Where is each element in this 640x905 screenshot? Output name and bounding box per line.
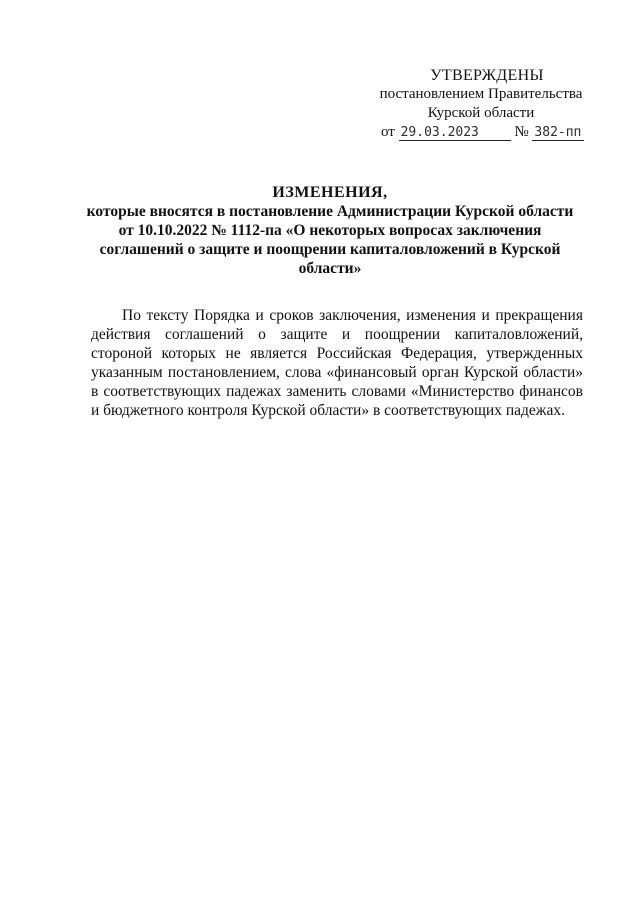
- body-paragraph: По тексту Порядка и сроков заключения, изменения и прекращения действия соглашений о защите и поощрении капиталовложений, стороной которых не является Российская Федерация, утвержденных указанным постановлением, слова «финансовый орган Курской области» в соответствующих падежах заменить словами «Министерство финансов и бюджетного контроля Курской области» в соответствующих падежах.: [91, 307, 583, 419]
- date-prefix: от: [381, 124, 395, 140]
- heading-line-1: которые вносятся в постановление Администрации Курской области: [86, 203, 574, 220]
- approval-line-1: постановлением Правительства: [379, 86, 583, 102]
- heading-title: ИЗМЕНЕНИЯ,: [272, 184, 388, 201]
- approval-date-line: [365, 123, 597, 142]
- approval-number: 382-пп: [532, 125, 584, 141]
- heading-line-3: соглашений о защите и поощрении капиталовложений в Курской: [99, 241, 561, 258]
- approval-line-2: Курской области: [427, 105, 535, 121]
- approval-date: 29.03.2023: [399, 125, 511, 141]
- number-prefix: №: [514, 124, 529, 140]
- heading-line-2: от 10.10.2022 № 1112-па «О некоторых вопросах заключения: [118, 222, 542, 239]
- approval-stamp: [365, 66, 597, 142]
- approval-title: УТВЕРЖДЕНЫ: [430, 67, 544, 84]
- heading-line-4: области»: [298, 260, 362, 277]
- document-heading: [80, 183, 580, 278]
